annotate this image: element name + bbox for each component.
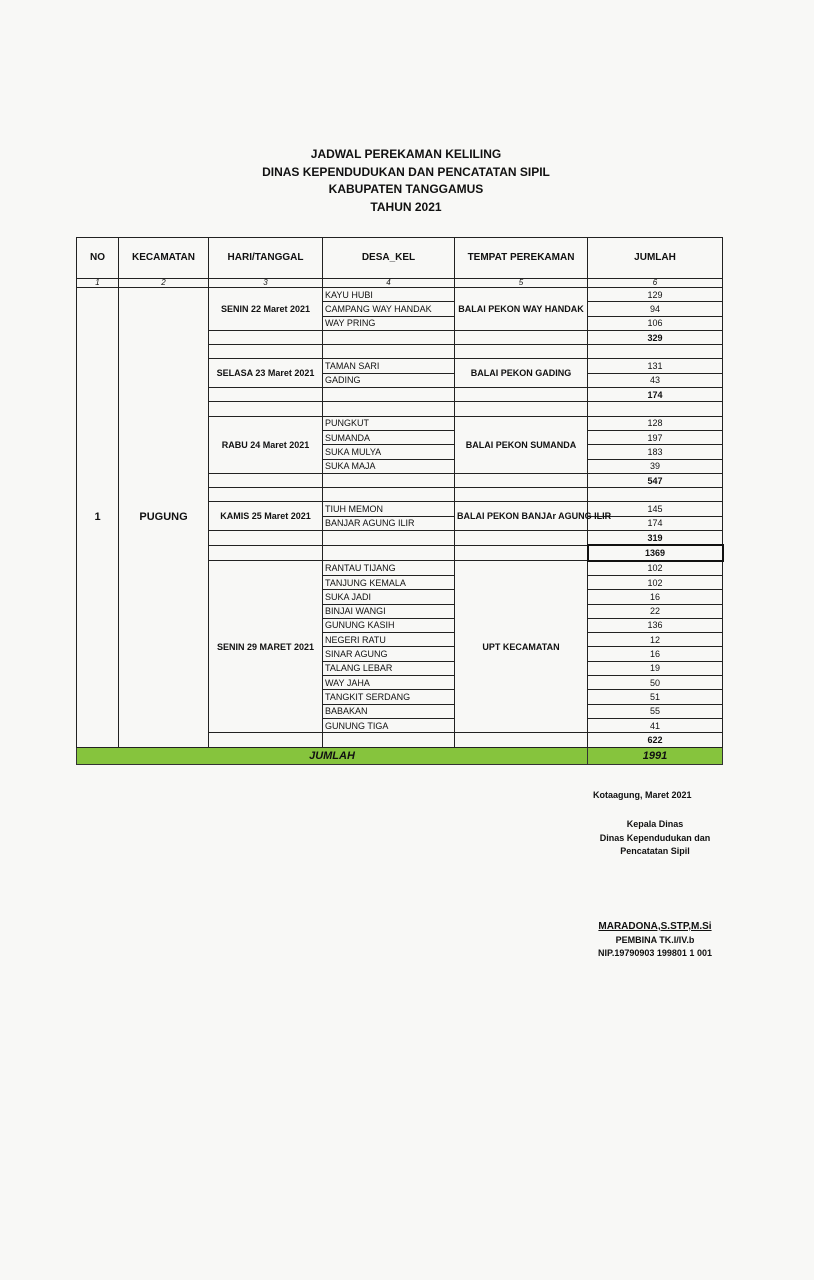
col-number: 2 <box>119 279 209 288</box>
jumlah-cell: 174 <box>588 516 723 530</box>
location-cell: UPT KECAMATAN <box>455 561 588 733</box>
desa-cell: TALANG LEBAR <box>323 661 455 675</box>
col-header-jumlah: JUMLAH <box>588 238 723 279</box>
row-number: 1 <box>77 288 119 748</box>
total-label: JUMLAH <box>77 747 588 764</box>
desa-cell: GADING <box>323 373 455 387</box>
desa-cell: SINAR AGUNG <box>323 647 455 661</box>
empty-cell <box>455 733 588 747</box>
subtotal-cell: 319 <box>588 531 723 546</box>
col-number: 1 <box>77 279 119 288</box>
empty-cell <box>455 388 588 402</box>
empty-cell <box>588 488 723 502</box>
jumlah-cell: 51 <box>588 690 723 704</box>
title-line-3: KABUPATEN TANGGAMUS <box>328 182 484 196</box>
col-header-desa-kel: DESA_KEL <box>323 238 455 279</box>
empty-cell <box>455 531 588 546</box>
empty-cell <box>588 402 723 416</box>
jumlah-cell: 128 <box>588 416 723 430</box>
subtotal-cell: 622 <box>588 733 723 747</box>
day-date-cell: KAMIS 25 Maret 2021 <box>209 502 323 531</box>
col-header-hari-tanggal: HARI/TANGGAL <box>209 238 323 279</box>
jumlah-cell: 41 <box>588 718 723 732</box>
table-row <box>77 288 723 302</box>
jumlah-cell: 43 <box>588 373 723 387</box>
jumlah-cell: 145 <box>588 502 723 516</box>
jumlah-cell: 22 <box>588 604 723 618</box>
empty-cell <box>323 545 455 560</box>
desa-cell: BABAKAN <box>323 704 455 718</box>
running-total-cell: 1369 <box>588 545 723 560</box>
desa-cell: RANTAU TIJANG <box>323 561 455 576</box>
desa-cell: GUNUNG TIGA <box>323 718 455 732</box>
desa-cell: SUMANDA <box>323 430 455 444</box>
location-cell: BALAI PEKON SUMANDA <box>455 416 588 473</box>
title-line-2: DINAS KEPENDUDUKAN DAN PENCATATAN SIPIL <box>262 164 550 179</box>
jumlah-cell: 183 <box>588 445 723 459</box>
empty-cell <box>209 402 323 416</box>
subtotal-cell: 329 <box>588 330 723 344</box>
subtotal-cell: 174 <box>588 388 723 402</box>
empty-cell <box>455 345 588 359</box>
location-cell: BALAI PEKON GADING <box>455 359 588 388</box>
day-date-cell: SENIN 22 Maret 2021 <box>209 288 323 331</box>
signatory-rank: PEMBINA TK.I/IV.b <box>615 934 695 945</box>
place-date: Kotaagung, Maret 2021 <box>593 790 692 800</box>
empty-cell <box>209 545 323 560</box>
jumlah-cell: 136 <box>588 618 723 632</box>
schedule-table <box>76 237 724 765</box>
title-line-4: TAHUN 2021 <box>370 199 442 214</box>
jumlah-cell: 12 <box>588 633 723 647</box>
signatory-title-1: Kepala Dinas <box>626 819 684 829</box>
subtotal-cell: 547 <box>588 473 723 487</box>
col-header-kecamatan: KECAMATAN <box>119 238 209 279</box>
title-line-1: JADWAL PEREKAMAN KELILING <box>310 147 502 161</box>
day-date-cell: RABU 24 Maret 2021 <box>209 416 323 473</box>
desa-cell: GUNUNG KASIH <box>323 618 455 632</box>
kecamatan-cell: PUGUNG <box>119 288 209 748</box>
jumlah-cell: 102 <box>588 561 723 576</box>
jumlah-cell: 94 <box>588 302 723 316</box>
empty-cell <box>455 402 588 416</box>
signatory-title-block <box>580 818 730 859</box>
desa-cell: KAYU HUBI <box>323 288 455 302</box>
empty-cell <box>323 402 455 416</box>
empty-cell <box>323 345 455 359</box>
desa-cell: WAY JAHA <box>323 676 455 690</box>
signatory-title-3: Pencatatan Sipil <box>620 846 690 856</box>
empty-cell <box>323 733 455 747</box>
jumlah-cell: 131 <box>588 359 723 373</box>
day-date-cell: SELASA 23 Maret 2021 <box>209 359 323 388</box>
col-number: 3 <box>209 279 323 288</box>
empty-cell <box>209 531 323 546</box>
col-number: 6 <box>588 279 723 288</box>
location-cell: BALAI PEKON BANJAr AGUNG ILIR <box>455 502 588 531</box>
desa-cell: WAY PRING <box>323 316 455 330</box>
desa-cell: SUKA MULYA <box>323 445 455 459</box>
empty-cell <box>323 473 455 487</box>
empty-cell <box>323 388 455 402</box>
total-row <box>77 747 723 764</box>
col-number: 5 <box>455 279 588 288</box>
table-header-row <box>77 238 723 279</box>
col-header-no: NO <box>77 238 119 279</box>
jumlah-cell: 16 <box>588 590 723 604</box>
day-date-cell: SENIN 29 MARET 2021 <box>209 561 323 733</box>
signatory-nip: NIP.19790903 199801 1 001 <box>598 948 712 958</box>
column-number-row <box>77 279 723 288</box>
schedule-table-body <box>77 288 723 765</box>
empty-cell <box>588 345 723 359</box>
desa-cell: TANJUNG KEMALA <box>323 575 455 589</box>
desa-cell: CAMPANG WAY HANDAK <box>323 302 455 316</box>
empty-cell <box>455 545 588 560</box>
empty-cell <box>209 733 323 747</box>
empty-cell <box>209 473 323 487</box>
empty-cell <box>323 330 455 344</box>
empty-cell <box>209 330 323 344</box>
empty-cell <box>209 388 323 402</box>
empty-cell <box>455 473 588 487</box>
desa-cell: TAMAN SARI <box>323 359 455 373</box>
desa-cell: TIUH MEMON <box>323 502 455 516</box>
desa-cell: SUKA JADI <box>323 590 455 604</box>
jumlah-cell: 197 <box>588 430 723 444</box>
jumlah-cell: 55 <box>588 704 723 718</box>
total-value: 1991 <box>588 747 723 764</box>
jumlah-cell: 106 <box>588 316 723 330</box>
empty-cell <box>209 488 323 502</box>
jumlah-cell: 16 <box>588 647 723 661</box>
document-title-block <box>0 146 814 216</box>
jumlah-cell: 50 <box>588 676 723 690</box>
col-header-tempat-perekaman: TEMPAT PEREKAMAN <box>455 238 588 279</box>
empty-cell <box>455 488 588 502</box>
empty-cell <box>323 488 455 502</box>
desa-cell: BANJAR AGUNG ILIR <box>323 516 455 530</box>
signatory-identity-block <box>580 920 730 961</box>
desa-cell: NEGERI RATU <box>323 633 455 647</box>
desa-cell: TANGKIT SERDANG <box>323 690 455 704</box>
empty-cell <box>209 345 323 359</box>
jumlah-cell: 19 <box>588 661 723 675</box>
signatory-name: MARADONA,S.STP,M.Si <box>598 921 712 932</box>
empty-cell <box>323 531 455 546</box>
col-number: 4 <box>323 279 455 288</box>
jumlah-cell: 39 <box>588 459 723 473</box>
location-cell: BALAI PEKON WAY HANDAK <box>455 288 588 331</box>
signatory-title-2: Dinas Kependudukan dan <box>599 832 711 843</box>
jumlah-cell: 102 <box>588 575 723 589</box>
desa-cell: PUNGKUT <box>323 416 455 430</box>
desa-cell: BINJAI WANGI <box>323 604 455 618</box>
empty-cell <box>455 330 588 344</box>
desa-cell: SUKA MAJA <box>323 459 455 473</box>
jumlah-cell: 129 <box>588 288 723 302</box>
